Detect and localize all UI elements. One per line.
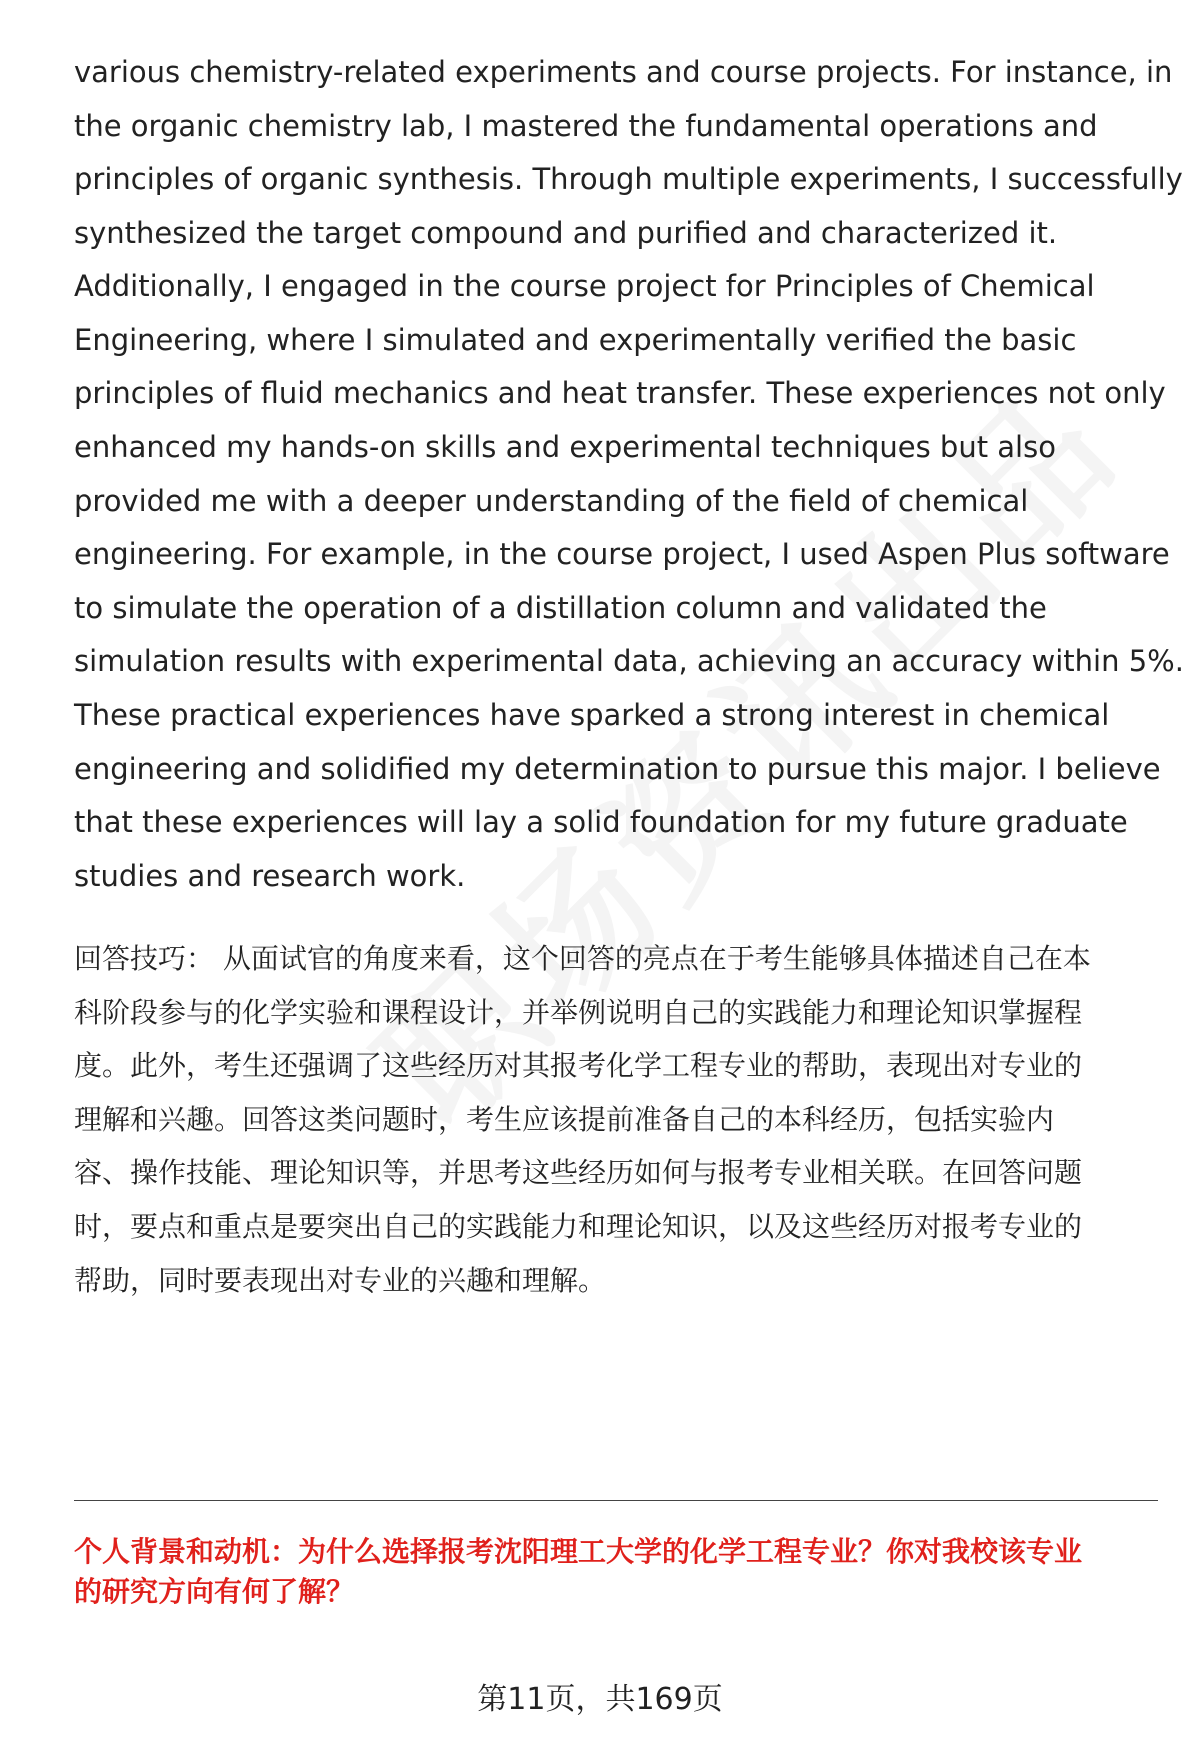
- answer-line: synthesized the target compound and purified and characterized it.: [74, 216, 1058, 250]
- tips-line: 理解和兴趣。回答这类问题时，考生应该提前准备自己的本科经历，包括实验内: [74, 1103, 1055, 1136]
- answer-line: to simulate the operation of a distillation column and validated the: [74, 591, 1047, 625]
- tips-line: 帮助，同时要表现出对专业的兴趣和理解。: [74, 1264, 607, 1297]
- answer-line: engineering. For example, in the course project, I used Aspen Plus software: [74, 537, 1170, 571]
- section-divider: [74, 1500, 1158, 1501]
- answer-line: principles of organic synthesis. Through multiple experiments, I successfully: [74, 162, 1183, 196]
- page-number: 第11页，共169页: [477, 1682, 723, 1717]
- tips-line: 回答技巧： 从面试官的角度来看，这个回答的亮点在于考生能够具体描述自己在本: [74, 942, 1091, 975]
- answer-line: Engineering, where I simulated and experimentally verified the basic: [74, 323, 1077, 357]
- tips-line: 度。此外，考生还强调了这些经历对其报考化学工程专业的帮助，表现出对专业的: [74, 1049, 1083, 1082]
- answer-line: provided me with a deeper understanding of the field of chemical: [74, 484, 1029, 518]
- answer-line: engineering and solidified my determination to pursue this major. I believe: [74, 752, 1161, 786]
- tips-line: 时，要点和重点是要突出自己的实践能力和理论知识，以及这些经历对报考专业的: [74, 1210, 1083, 1243]
- answer-line: the organic chemistry lab, I mastered the fundamental operations and: [74, 109, 1098, 143]
- question-line: 的研究方向有何了解？: [74, 1575, 355, 1608]
- answer-line: that these experiences will lay a solid foundation for my future graduate: [74, 805, 1128, 839]
- answer-line: studies and research work.: [74, 859, 466, 893]
- answer-line: enhanced my hands-on skills and experimental techniques but also: [74, 430, 1056, 464]
- tips-line: 科阶段参与的化学实验和课程设计，并举例说明自己的实践能力和理论知识掌握程: [74, 996, 1083, 1029]
- answer-line: principles of fluid mechanics and heat transfer. These experiences not only: [74, 376, 1166, 410]
- answer-line: These practical experiences have sparked a strong interest in chemical: [74, 698, 1110, 732]
- answer-line: Additionally, I engaged in the course project for Principles of Chemical: [74, 269, 1095, 303]
- answer-line: various chemistry-related experiments and course projects. For instance, in: [74, 55, 1173, 89]
- tips-line: 容、操作技能、理论知识等，并思考这些经历如何与报考专业相关联。在回答问题: [74, 1156, 1083, 1189]
- question-line: 个人背景和动机：为什么选择报考沈阳理工大学的化学工程专业？你对我校该专业: [74, 1535, 1083, 1568]
- answer-line: simulation results with experimental data, achieving an accuracy within 5%.: [74, 644, 1184, 678]
